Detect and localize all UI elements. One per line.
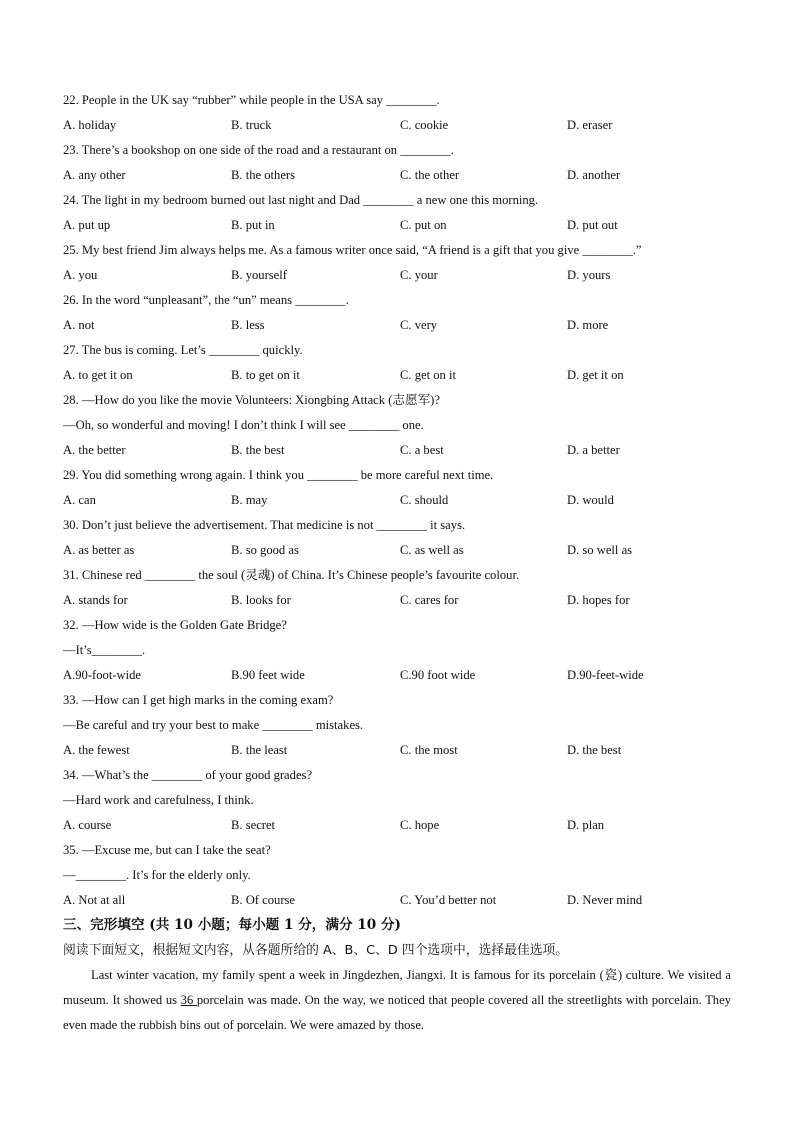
option-row bbox=[63, 738, 743, 763]
option-b: B. truck bbox=[231, 118, 272, 132]
question-item bbox=[63, 188, 743, 238]
option-b: B. the others bbox=[231, 168, 296, 182]
exam-page bbox=[63, 88, 743, 1038]
option-d: D. get it on bbox=[567, 368, 624, 382]
option-row bbox=[63, 213, 743, 238]
option-c: C. cookie bbox=[400, 118, 449, 132]
question-item bbox=[63, 513, 743, 563]
cloze-passage bbox=[63, 963, 731, 1038]
option-c: C. a best bbox=[400, 443, 444, 457]
option-c: C. as well as bbox=[400, 543, 464, 557]
question-item bbox=[63, 463, 743, 513]
question-dialogue-line: —________. It’s for the elderly only. bbox=[63, 868, 251, 882]
option-a: A. stands for bbox=[63, 593, 128, 607]
question-stem: 29. You did something wrong again. I think you ________ be more careful next time. bbox=[63, 468, 494, 482]
option-b: B. to get on it bbox=[231, 368, 300, 382]
option-a: A. holiday bbox=[63, 118, 117, 132]
question-item bbox=[63, 613, 743, 688]
option-row bbox=[63, 588, 743, 613]
option-a: A. any other bbox=[63, 168, 126, 182]
question-item bbox=[63, 563, 743, 613]
option-d: D.90-feet-wide bbox=[567, 668, 644, 682]
question-stem: 25. My best friend Jim always helps me. As a famous writer once said, “A friend is a gift that you give ________.” bbox=[63, 243, 642, 257]
option-a: A. you bbox=[63, 268, 98, 282]
section-instruction: 阅读下面短文，根据短文内容，从各题所给的 A、B、C、D 四个选项中，选择最佳选项。 bbox=[63, 943, 569, 958]
option-d: D. Never mind bbox=[567, 893, 643, 907]
option-row bbox=[63, 113, 743, 138]
option-b: B. the best bbox=[231, 443, 285, 457]
option-row bbox=[63, 313, 743, 338]
option-row bbox=[63, 363, 743, 388]
option-d: D. would bbox=[567, 493, 614, 507]
question-stem: 27. The bus is coming. Let’s ________ quickly. bbox=[63, 343, 303, 357]
question-item bbox=[63, 388, 743, 463]
option-d: D. more bbox=[567, 318, 609, 332]
question-item bbox=[63, 338, 743, 388]
option-b: B. looks for bbox=[231, 593, 291, 607]
option-row bbox=[63, 263, 743, 288]
option-a: A. as better as bbox=[63, 543, 135, 557]
option-row bbox=[63, 538, 743, 563]
question-stem: 35. —Excuse me, but can I take the seat? bbox=[63, 843, 271, 857]
question-stem: 24. The light in my bedroom burned out last night and Dad ________ a new one this morning. bbox=[63, 193, 539, 207]
option-c: C. cares for bbox=[400, 593, 459, 607]
option-d: D. another bbox=[567, 168, 621, 182]
passage-text-after: porcelain was made. On the way, we noticed that people covered all the streetlights with porcelain. They even made the rubbish bins out of porcelain. We were amazed by those. bbox=[63, 993, 731, 1032]
option-d: D. hopes for bbox=[567, 593, 630, 607]
option-d: D. the best bbox=[567, 743, 622, 757]
option-c: C. very bbox=[400, 318, 438, 332]
option-row bbox=[63, 163, 743, 188]
option-b: B. the least bbox=[231, 743, 288, 757]
blank-36: 36 bbox=[180, 993, 197, 1007]
section-heading: 三、完形填空 (共 10 小题；每小题 1 分，满分 10 分) bbox=[63, 917, 401, 933]
option-a: A. put up bbox=[63, 218, 111, 232]
question-dialogue-line: —It’s________. bbox=[63, 643, 146, 657]
option-c: C. the most bbox=[400, 743, 458, 757]
question-item bbox=[63, 288, 743, 338]
option-c: C. your bbox=[400, 268, 438, 282]
option-b: B. yourself bbox=[231, 268, 287, 282]
question-dialogue-line: —Hard work and carefulness, I think. bbox=[63, 793, 254, 807]
question-item bbox=[63, 138, 743, 188]
passage-text-before: Last winter vacation, my family spent a week in Jingdezhen, Jiangxi. It is famous for its porcelain (瓷) culture. We visited a museum. It showed us bbox=[63, 968, 731, 1007]
question-stem: 32. —How wide is the Golden Gate Bridge? bbox=[63, 618, 287, 632]
option-row bbox=[63, 813, 743, 838]
option-c: C. hope bbox=[400, 818, 440, 832]
option-row bbox=[63, 663, 743, 688]
option-b: B. secret bbox=[231, 818, 276, 832]
option-c: C. should bbox=[400, 493, 449, 507]
option-b: B. so good as bbox=[231, 543, 299, 557]
option-d: D. eraser bbox=[567, 118, 613, 132]
option-a: A. not bbox=[63, 318, 95, 332]
question-item bbox=[63, 238, 743, 288]
question-stem: 26. In the word “unpleasant”, the “un” means ________. bbox=[63, 293, 349, 307]
option-a: A. course bbox=[63, 818, 112, 832]
option-d: D. so well as bbox=[567, 543, 633, 557]
option-d: D. a better bbox=[567, 443, 620, 457]
question-stem: 23. There’s a bookshop on one side of the road and a restaurant on ________. bbox=[63, 143, 454, 157]
question-stem: 31. Chinese red ________ the soul (灵魂) of China. It’s Chinese people’s favourite colour. bbox=[63, 568, 520, 582]
question-dialogue-line: —Be careful and try your best to make ________ mistakes. bbox=[63, 718, 364, 732]
option-a: A. the fewest bbox=[63, 743, 130, 757]
question-item bbox=[63, 763, 743, 838]
option-c: C. get on it bbox=[400, 368, 456, 382]
option-b: B. Of course bbox=[231, 893, 296, 907]
option-b: B. put in bbox=[231, 218, 275, 232]
option-a: A. the better bbox=[63, 443, 126, 457]
option-a: A.90-foot-wide bbox=[63, 668, 141, 682]
question-item bbox=[63, 688, 743, 763]
question-stem: 28. —How do you like the movie Volunteers: Xiongbing Attack (志愿军)? bbox=[63, 393, 440, 407]
question-stem: 33. —How can I get high marks in the coming exam? bbox=[63, 693, 334, 707]
option-b: B.90 feet wide bbox=[231, 668, 305, 682]
option-a: A. to get it on bbox=[63, 368, 133, 382]
option-d: D. put out bbox=[567, 218, 618, 232]
option-d: D. yours bbox=[567, 268, 611, 282]
option-a: A. can bbox=[63, 493, 96, 507]
question-stem: 34. —What’s the ________ of your good grades? bbox=[63, 768, 313, 782]
question-stem: 22. People in the UK say “rubber” while people in the USA say ________. bbox=[63, 93, 440, 107]
option-row bbox=[63, 438, 743, 463]
question-dialogue-line: —Oh, so wonderful and moving! I don’t think I will see ________ one. bbox=[63, 418, 424, 432]
question-stem: 30. Don’t just believe the advertisement. That medicine is not ________ it says. bbox=[63, 518, 466, 532]
option-row bbox=[63, 888, 743, 913]
option-d: D. plan bbox=[567, 818, 605, 832]
option-c: C. put on bbox=[400, 218, 447, 232]
option-c: C. the other bbox=[400, 168, 460, 182]
option-c: C.90 foot wide bbox=[400, 668, 476, 682]
option-row bbox=[63, 488, 743, 513]
option-c: C. You’d better not bbox=[400, 893, 497, 907]
question-item bbox=[63, 838, 743, 913]
option-b: B. may bbox=[231, 493, 268, 507]
option-a: A. Not at all bbox=[63, 893, 126, 907]
question-list bbox=[63, 88, 743, 913]
option-b: B. less bbox=[231, 318, 265, 332]
question-item bbox=[63, 88, 743, 138]
